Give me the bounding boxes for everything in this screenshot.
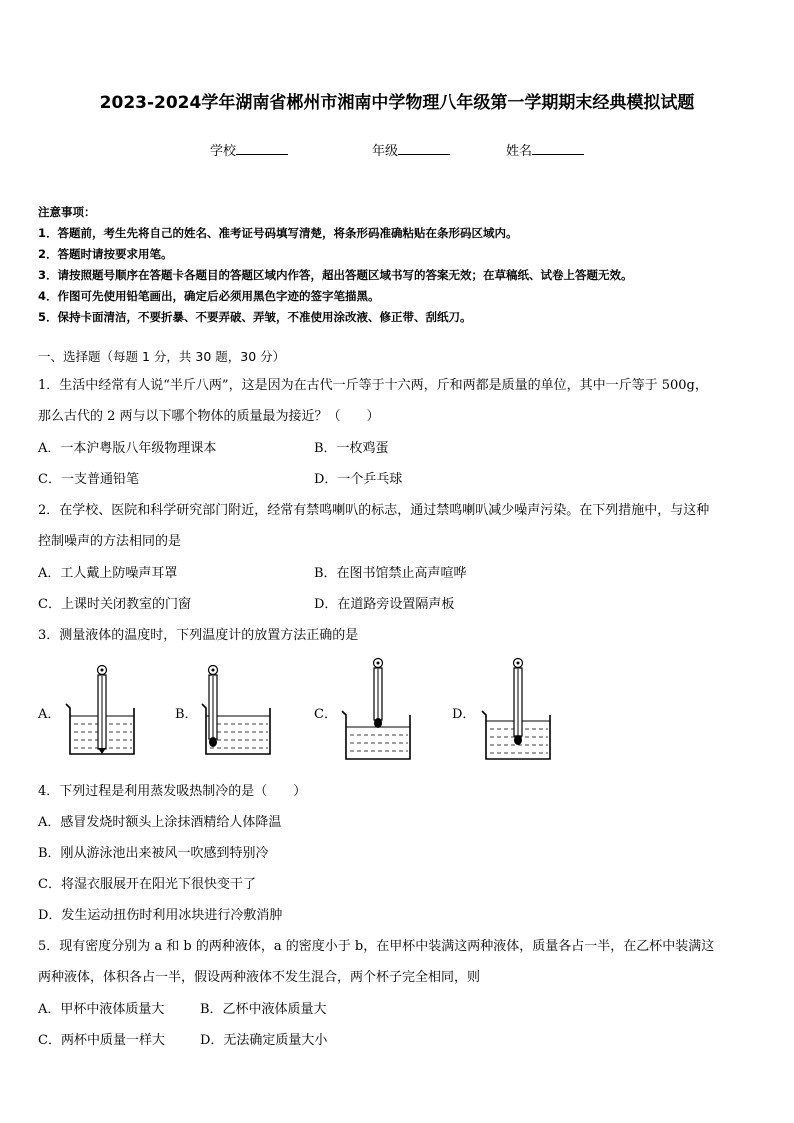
school-blank <box>236 142 288 155</box>
q5-option-c: C．两杯中质量一样大 <box>38 1033 165 1048</box>
notes-item: 3．请按照题号顺序在答题卡各题目的答题区域内作答，超出答题区域书写的答案无效；在草稿纸、试卷上答题无效。 <box>38 268 633 282</box>
page-title: 2023-2024学年湖南省郴州市湘南中学物理八年级第一学期期末经典模拟试题 <box>99 93 695 113</box>
notes-item: 4．作图可先使用铅笔画出，确定后必须用黑色字迹的签字笔描黑。 <box>38 289 380 303</box>
beaker-a-illustration <box>62 662 142 760</box>
q5-option-a: A．甲杯中液体质量大 <box>38 1002 165 1017</box>
grade-blank <box>398 142 450 155</box>
q4-option-a: A．感冒发烧时额头上涂抹酒精给人体降温 <box>38 815 282 830</box>
q4-stem: 4．下列过程是利用蒸发吸热制冷的是（ ） <box>38 784 307 799</box>
q5-option-d: D．无法确定质量大小 <box>200 1033 328 1048</box>
notes-item: 2．答题时请按要求用笔。 <box>38 247 173 261</box>
q3-label-b: B． <box>175 707 198 722</box>
q2-option-a: A．工人戴上防噪声耳罩 <box>38 566 178 581</box>
q2-option-b: B．在图书馆禁止高声喧哗 <box>314 566 467 581</box>
q3-label-c: C． <box>314 707 337 722</box>
beaker-b-illustration <box>198 662 278 760</box>
q1-stem-line1: 1．生活中经常有人说“半斤八两”，这是因为在古代一斤等于十六两，斤和两都是质量的单位，其中一斤等于 500g， <box>38 378 708 393</box>
q1-stem-line2: 那么古代的 2 两与以下哪个物体的质量最为接近？（ ） <box>38 409 380 424</box>
grade-label: 年级 <box>372 144 399 159</box>
q3-label-a: A． <box>38 707 61 722</box>
name-label: 姓名 <box>506 144 533 159</box>
q2-stem-line1: 2．在学校、医院和科学研究部门附近，经常有禁鸣喇叭的标志，通过禁鸣喇叭减少噪声污染。在下列措施中，与这种 <box>38 503 710 518</box>
notes-item: 1．答题前，考生先将自己的姓名、准考证号码填写清楚，将条形码准确粘贴在条形码区域内。 <box>38 226 518 240</box>
q2-option-c: C．上课时关闭教室的门窗 <box>38 597 191 612</box>
name-field <box>506 140 584 159</box>
name-blank <box>532 142 584 155</box>
notes-heading: 注意事项： <box>38 205 96 219</box>
section-title: 一、选择题（每题 1 分，共 30 题，30 分） <box>38 349 286 364</box>
school-field <box>210 140 288 159</box>
beaker-c-illustration <box>338 655 418 763</box>
q1-option-b: B．一枚鸡蛋 <box>314 441 389 456</box>
q2-option-d: D．在道路旁设置隔声板 <box>314 597 455 612</box>
school-label: 学校 <box>210 144 237 159</box>
q4-option-b: B．刚从游泳池出来被风一吹感到特别冷 <box>38 846 269 861</box>
q5-stem-line1: 5．现有密度分别为 a 和 b 的两种液体，a 的密度小于 b，在甲杯中装满这两种液体，质量各占一半，在乙杯中装满这 <box>38 939 715 954</box>
q2-stem-line2: 控制噪声的方法相同的是 <box>38 534 182 549</box>
q1-option-a: A．一本沪粤版八年级物理课本 <box>38 441 217 456</box>
q4-option-c: C．将湿衣服展开在阳光下很快变干了 <box>38 877 256 892</box>
q3-stem: 3．测量液体的温度时，下列温度计的放置方法正确的是 <box>38 628 359 643</box>
q4-option-d: D．发生运动扭伤时利用冰块进行冷敷消肿 <box>38 908 283 923</box>
q5-option-b: B．乙杯中液体质量大 <box>200 1002 327 1017</box>
q5-stem-line2: 两种液体，体积各占一半，假设两种液体不发生混合，两个杯子完全相同，则 <box>38 970 481 985</box>
q3-label-d: D． <box>452 707 476 722</box>
q1-option-c: C．一支普通铅笔 <box>38 472 139 487</box>
beaker-d-illustration <box>478 655 558 763</box>
notes-item: 5．保持卡面清洁，不要折暴、不要弄破、弄皱，不准使用涂改液、修正带、刮纸刀。 <box>38 310 472 324</box>
q1-option-d: D．一个乒乓球 <box>314 472 403 487</box>
grade-field <box>372 140 450 159</box>
notes-block <box>38 202 778 328</box>
